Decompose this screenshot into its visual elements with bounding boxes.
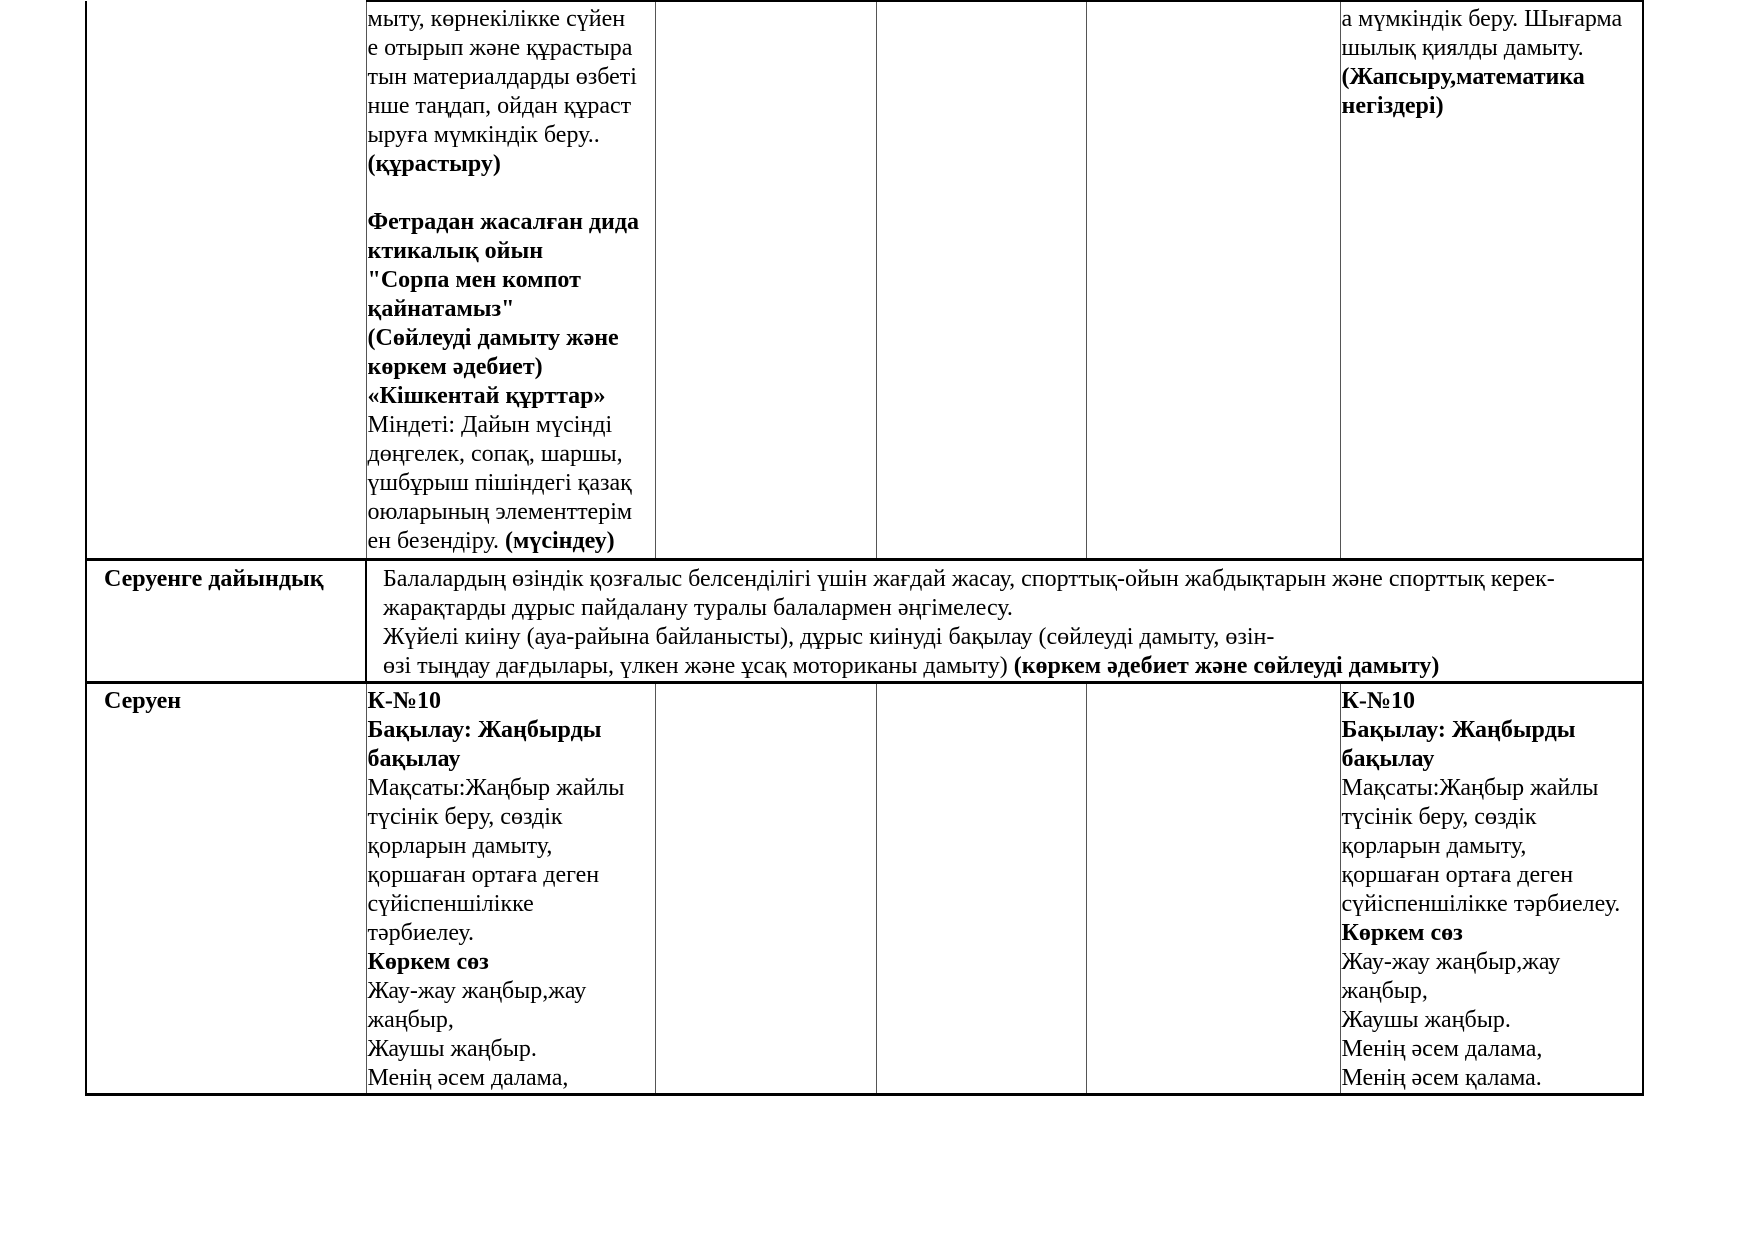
text-line: сүйіспеншілікке bbox=[367, 891, 534, 917]
cell-thursday bbox=[1086, 1, 1340, 560]
text-line: Міндеті: Дайын мүсінді bbox=[367, 412, 613, 438]
merged-cell bbox=[366, 560, 1643, 683]
text-line: (Сөйлеуді дамыту және bbox=[367, 325, 619, 351]
text-line: түсінік беру, сөздік bbox=[1341, 804, 1537, 830]
text-line: (Жапсыру,математика bbox=[1341, 64, 1585, 90]
text-line: ен безендіру. (мүсіндеу) bbox=[367, 528, 615, 554]
text-line: а мүмкіндік беру. Шығарма bbox=[1341, 6, 1623, 32]
text-line: К-№10 bbox=[1341, 688, 1416, 714]
text-line: бақылау bbox=[1341, 746, 1435, 772]
cell-lines bbox=[368, 5, 654, 556]
cell-monday bbox=[366, 683, 655, 1095]
row-label: Серуенге дайындық bbox=[86, 560, 366, 683]
text-line: бақылау bbox=[367, 746, 461, 772]
text-line: шылық қиялды дамыту. bbox=[1341, 35, 1584, 61]
cell-tuesday bbox=[655, 683, 876, 1095]
text-line: Менің әсем қалама. bbox=[1341, 1065, 1542, 1091]
text-line: көркем әдебиет) bbox=[367, 354, 543, 380]
text-line: Менің әсем далама, bbox=[367, 1065, 569, 1091]
label-cell-empty bbox=[86, 1, 366, 560]
text-line: қоршаған ортаға деген bbox=[1341, 862, 1574, 888]
text-line: тын материалдарды өзбеті bbox=[367, 64, 637, 90]
text-line: "Сорпа мен компот bbox=[367, 267, 581, 293]
text-line: Балалардың өзіндік қозғалыс белсенділігі үшін жағдай жасау, спорттық-ойын жабдықтарын және спорттық керек- bbox=[383, 566, 1555, 592]
text-line: Бақылау: Жаңбырды bbox=[367, 717, 602, 743]
text-line: ктикалық ойын bbox=[367, 238, 544, 264]
text-line: қайнатамыз" bbox=[367, 296, 515, 322]
text-line: негіздері) bbox=[1341, 93, 1444, 119]
text-line: қорларын дамыту, bbox=[1341, 833, 1527, 859]
cell-friday bbox=[1340, 683, 1643, 1095]
text-line: қоршаған ортаға деген bbox=[367, 862, 600, 888]
text-line: К-№10 bbox=[367, 688, 442, 714]
text-line: мыту, көрнекілікке сүйен bbox=[367, 6, 626, 32]
blank-line bbox=[368, 179, 654, 208]
text-line: түсінік беру, сөздік bbox=[367, 804, 563, 830]
text-line: Жаушы жаңбыр. bbox=[367, 1036, 537, 1062]
text-line: жаңбыр, bbox=[367, 1007, 454, 1033]
document-page bbox=[85, 0, 1642, 1147]
text-line: Мақсаты:Жаңбыр жайлы bbox=[367, 775, 625, 801]
text-line: үшбұрыш пішіндегі қазақ bbox=[367, 470, 632, 496]
text-plain: өзі тыңдау дағдылары, үлкен және ұсақ моториканы дамыту) bbox=[383, 653, 1014, 679]
text-line: е отырып және құрастыра bbox=[367, 35, 633, 61]
text-line bbox=[383, 652, 1636, 681]
table-row bbox=[86, 683, 1643, 1095]
text-line: жарақтарды дұрыс пайдалану туралы балалармен әңгімелесу. bbox=[383, 595, 1013, 621]
text-line: ыруға мүмкіндік беру.. bbox=[367, 122, 600, 148]
text-bold: (көркем әдебиет және сөйлеуді дамыту) bbox=[1013, 653, 1440, 679]
text-line: Көркем сөз bbox=[367, 949, 489, 975]
text-line: Фетрадан жасалған дида bbox=[367, 209, 640, 235]
cell-lines bbox=[1342, 5, 1642, 121]
cell-tuesday bbox=[655, 1, 876, 560]
cell-monday bbox=[366, 1, 655, 560]
row-label: Серуен bbox=[86, 683, 366, 1095]
text-line: жаңбыр, bbox=[1341, 978, 1428, 1004]
text-line: Менің әсем далама, bbox=[1341, 1036, 1543, 1062]
cell-wednesday bbox=[876, 1, 1086, 560]
text-line: Мақсаты:Жаңбыр жайлы bbox=[1341, 775, 1599, 801]
cell-wednesday bbox=[876, 683, 1086, 1095]
text-line: «Кішкентай құрттар» bbox=[367, 383, 606, 409]
text-line: Көркем сөз bbox=[1341, 920, 1463, 946]
text-line: Бақылау: Жаңбырды bbox=[1341, 717, 1576, 743]
cell-friday bbox=[1340, 1, 1643, 560]
text-line: Жау-жау жаңбыр,жау bbox=[1341, 949, 1561, 975]
text-line: сүйіспеншілікке тәрбиелеу. bbox=[1341, 891, 1621, 917]
cell-lines bbox=[1342, 687, 1642, 1093]
text-line: Жаушы жаңбыр. bbox=[1341, 1007, 1511, 1033]
schedule-table bbox=[85, 0, 1644, 1096]
text-line: нше таңдап, ойдан құраст bbox=[367, 93, 632, 119]
text-line: қорларын дамыту, bbox=[367, 833, 553, 859]
cell-lines bbox=[368, 687, 654, 1093]
text-line: Жүйелі киіну (ауа-райына байланысты), дұрыс киінуді бақылау (сөйлеуді дамыту, өзін- bbox=[383, 624, 1275, 650]
text-line: Жау-жау жаңбыр,жау bbox=[367, 978, 587, 1004]
cell-thursday bbox=[1086, 683, 1340, 1095]
table-row bbox=[86, 1, 1643, 560]
text-line: (құрастыру) bbox=[367, 151, 501, 177]
text-line: тәрбиелеу. bbox=[367, 920, 474, 946]
table-row bbox=[86, 560, 1643, 683]
text-line: оюларының элементтерім bbox=[367, 499, 633, 525]
text-bold: (мүсіндеу) bbox=[504, 528, 615, 554]
text-line: дөңгелек, сопақ, шаршы, bbox=[367, 441, 623, 467]
